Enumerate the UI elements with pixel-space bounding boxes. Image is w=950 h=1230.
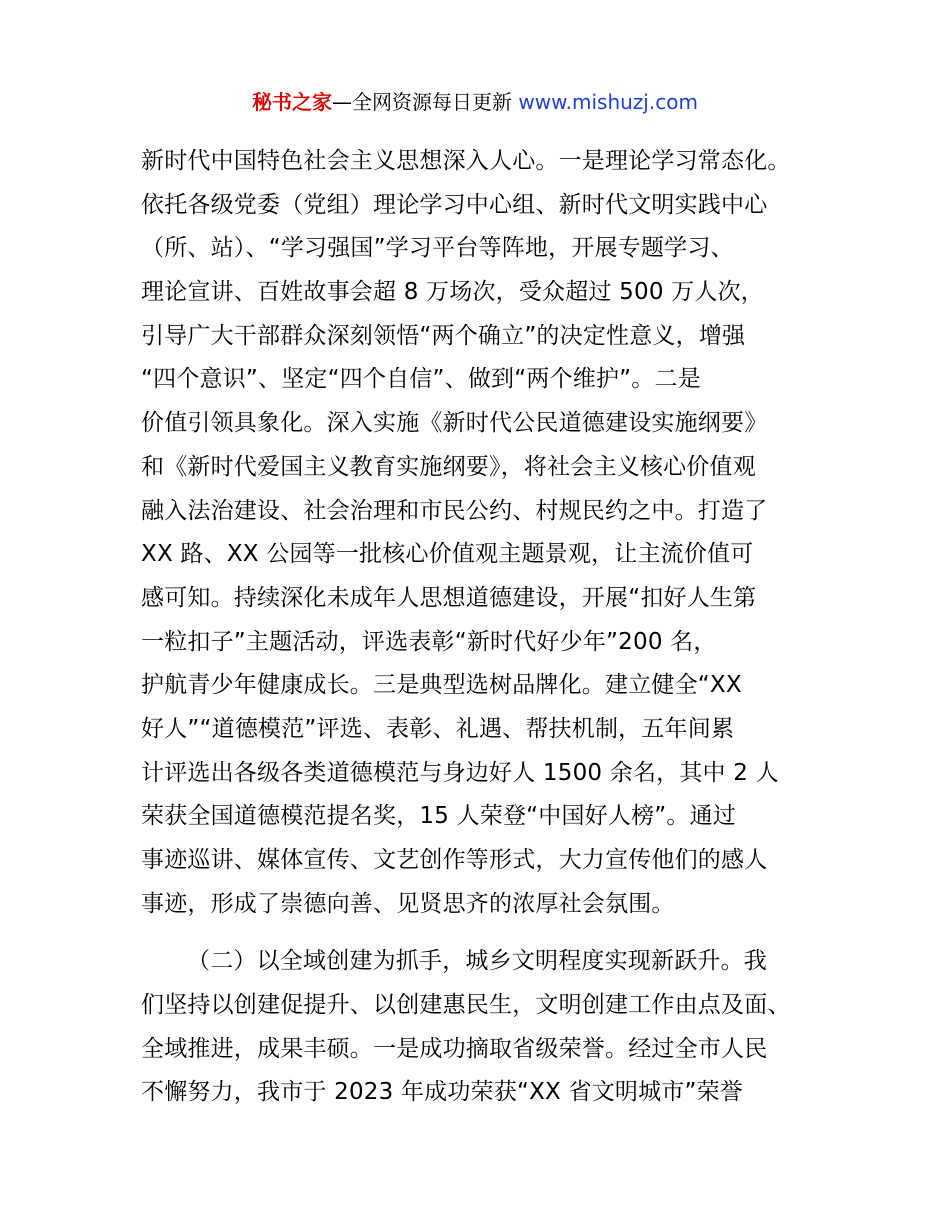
- section-heading-line: （二）以全域创建为抓手，城乡文明程度实现新跃升。我: [187, 948, 767, 975]
- text-line: 感可知。持续深化未成年人思想道德建设，开展“扣好人生第: [141, 584, 757, 611]
- text-line: 依托各级党委（党组）理论学习中心组、新时代文明实践中心: [141, 191, 768, 218]
- text-line: 好人”“道德模范”评选、表彰、礼遇、帮扶机制，五年间累: [141, 715, 735, 742]
- website-link[interactable]: www.mishuzj.com: [518, 90, 698, 114]
- text-line: 理论宣讲、百姓故事会超 8 万场次，受众超过 500 万人次，: [141, 279, 764, 306]
- text-line: 和《新时代爱国主义教育实施纲要》，将社会主义核心价值观: [141, 453, 756, 480]
- text-line: 计评选出各级各类道德模范与身边好人 1500 余名，其中 2 人: [141, 759, 779, 786]
- text-line: “四个意识”、坚定“四个自信”、做到“两个维护”。二是: [141, 366, 701, 393]
- text-line: 一粒扣子”主题活动，评选表彰“新时代好少年”200 名，: [141, 628, 717, 655]
- text-line: 荣获全国道德模范提名奖，15 人荣登“中国好人榜”。通过: [141, 803, 737, 830]
- text-line: 价值引领具象化。深入实施《新时代公民道德建设实施纲要》: [141, 410, 768, 437]
- text-line: 全域推进，成果丰硕。一是成功摘取省级荣誉。经过全市人民: [141, 1035, 768, 1062]
- text-line: 不懈努力，我市于 2023 年成功荣获“XX 省文明城市”荣誉: [141, 1079, 744, 1106]
- page-header: [0, 86, 950, 118]
- text-line: （所、站）、“学习强国”学习平台等阵地，开展专题学习、: [141, 235, 734, 262]
- text-line: 引导广大干部群众深刻领悟“两个确立”的决定性意义，增强: [141, 322, 746, 349]
- text-line: 新时代中国特色社会主义思想深入人心。一是理论学习常态化。: [141, 148, 791, 174]
- text-line: 融入法治建设、社会治理和市民公约、村规民约之中。打造了: [141, 497, 768, 524]
- body-text: [141, 140, 831, 1115]
- text-line: 事迹巡讲、媒体宣传、文艺创作等形式，大力宣传他们的感人: [141, 847, 768, 873]
- text-line: 们坚持以创建促提升、以创建惠民生，文明创建工作由点及面、: [141, 992, 791, 1019]
- text-line: 护航青少年健康成长。三是典型选树品牌化。建立健全“XX: [141, 672, 742, 699]
- brand-name: 秘书之家: [252, 90, 333, 114]
- text-line: XX 路、XX 公园等一批核心价值观主题景观，让主流价值可: [141, 541, 754, 568]
- header-tagline: —全网资源每日更新: [332, 90, 519, 114]
- text-line: 事迹，形成了崇德向善、见贤思齐的浓厚社会氛围。: [141, 890, 675, 917]
